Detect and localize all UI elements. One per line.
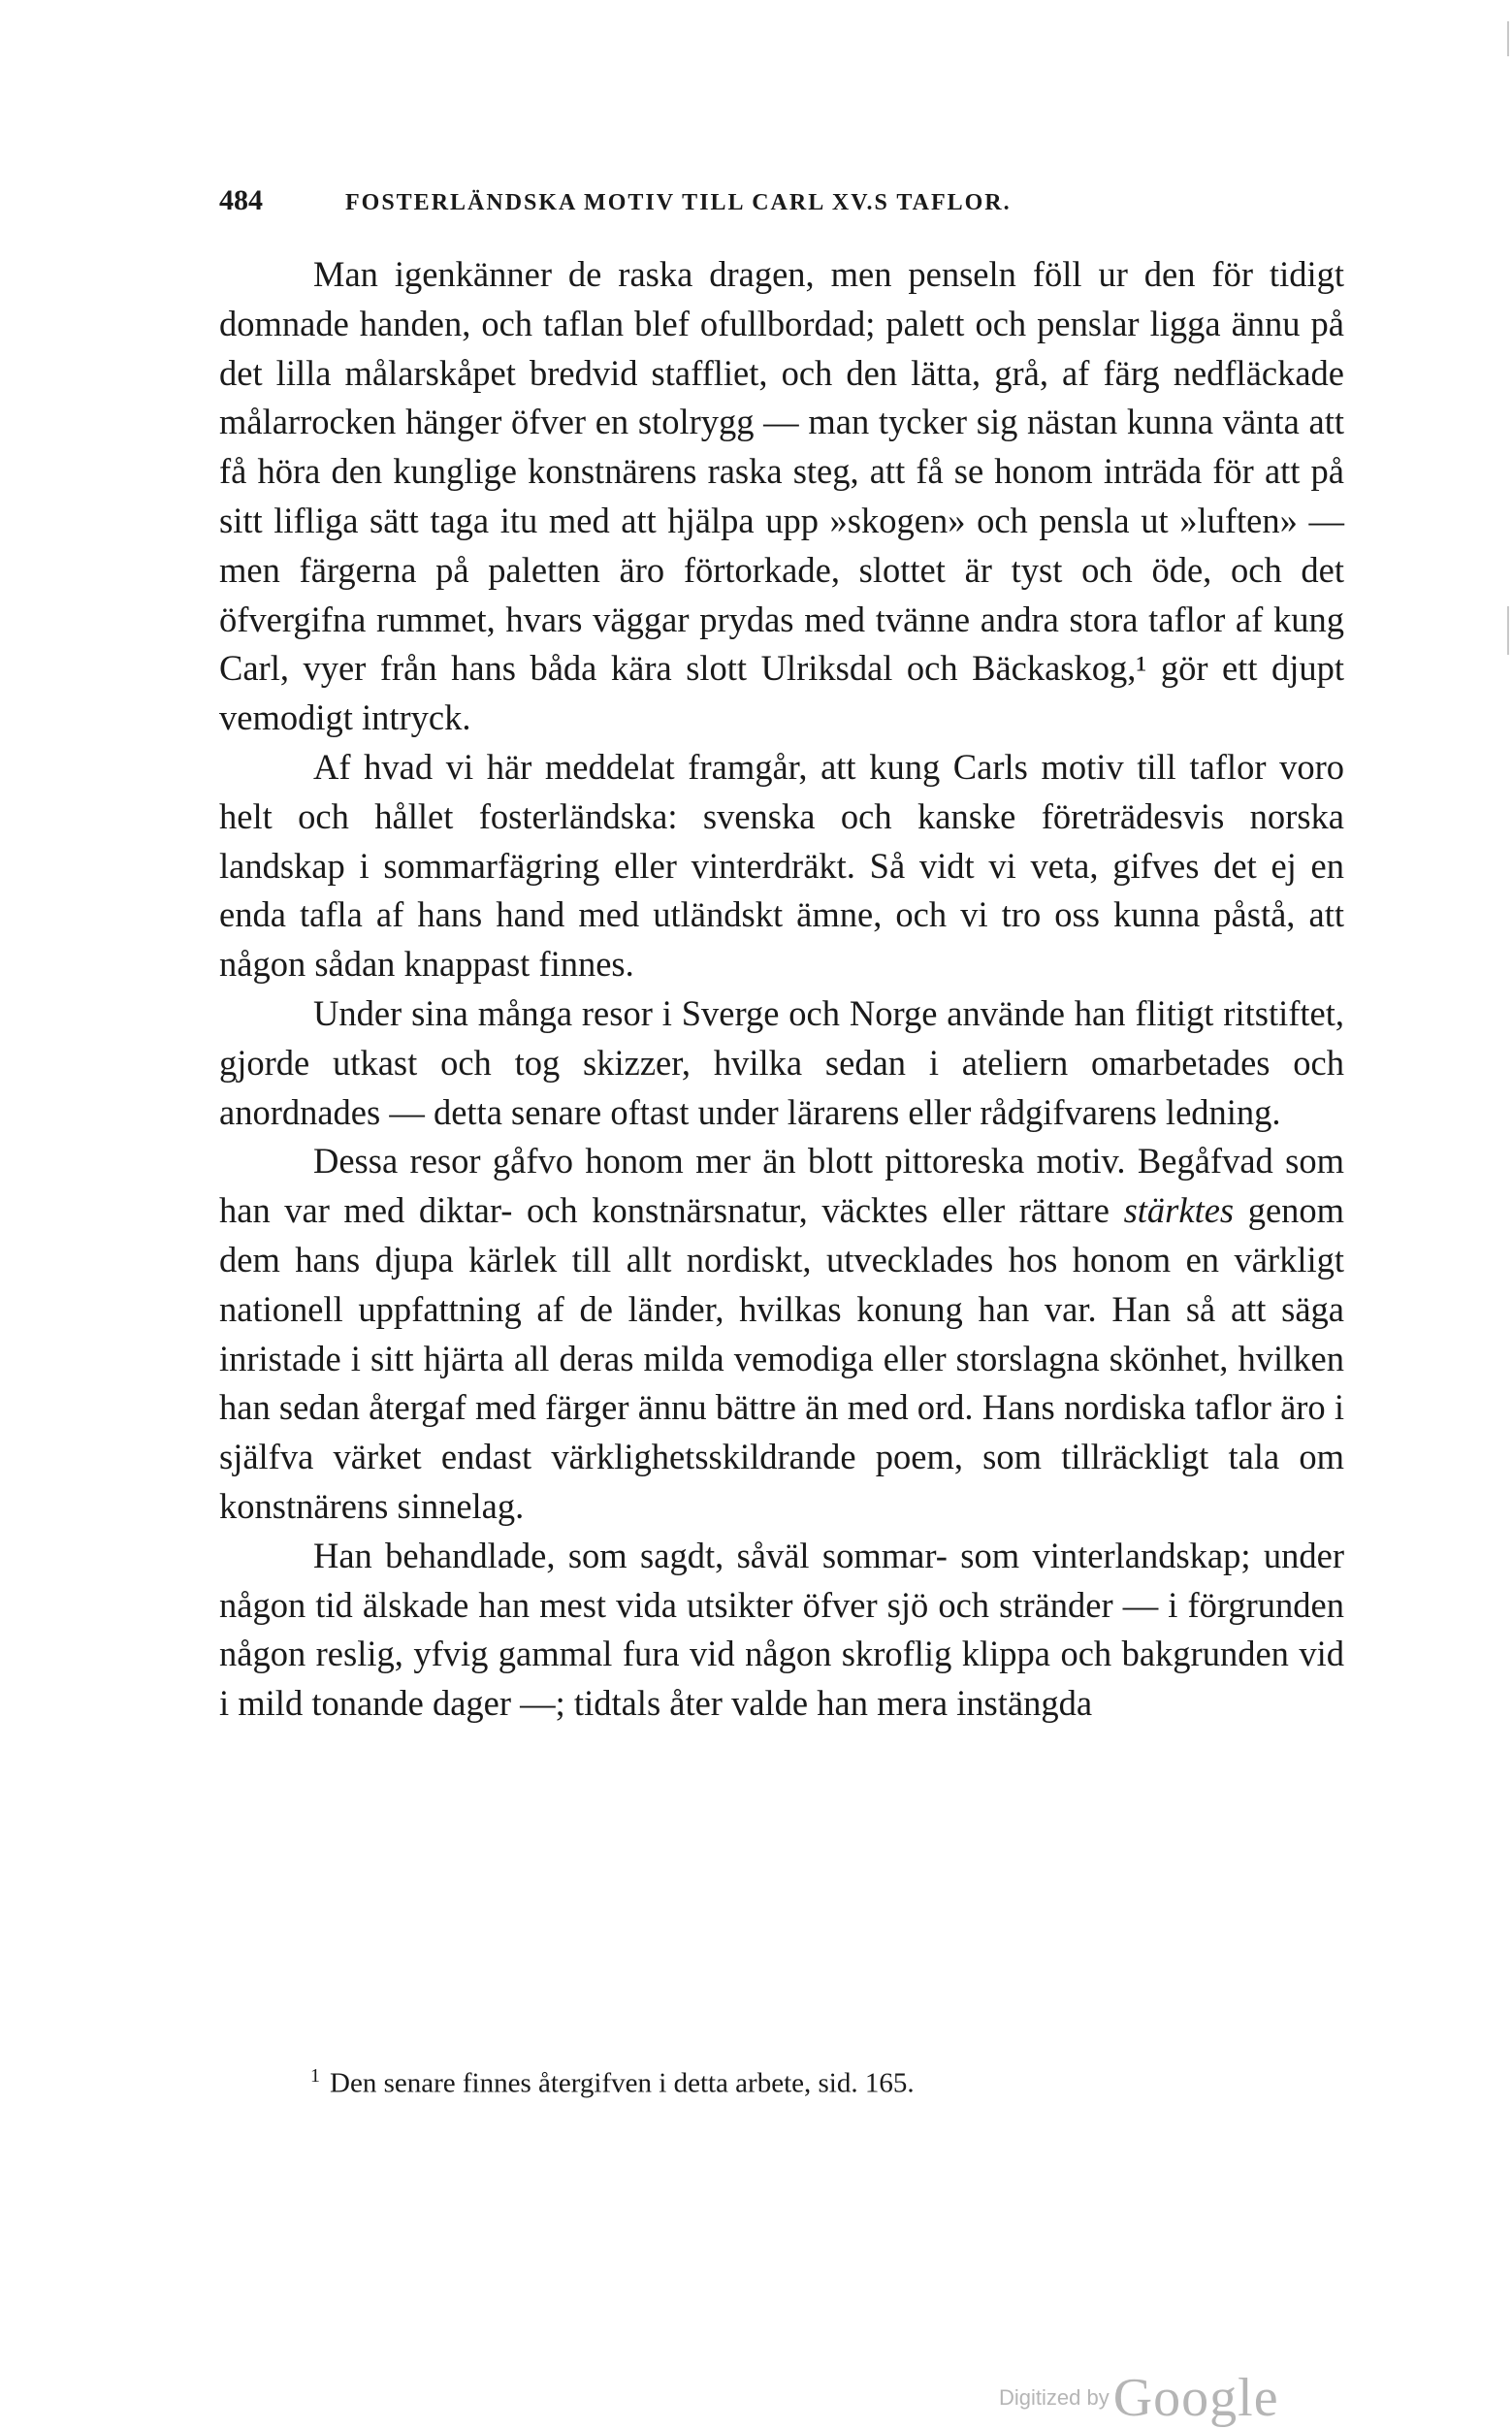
- footnote-marker: 1: [310, 2065, 320, 2087]
- digitized-watermark: [999, 2367, 1279, 2429]
- paragraph-4: [219, 1137, 1344, 1531]
- paragraph-3: Under sina många resor i Sverge och Norge använde han flitigt ritstiftet, gjorde utkast och tog skizzer, hvilka sedan i ateliern omarbetades och anordnades — detta senare oftast under lärarens eller rådgifvarens ledning.: [219, 992, 1344, 1132]
- body-text: [219, 250, 1344, 1729]
- watermark-brand: Google: [1112, 2368, 1279, 2428]
- paragraph-1: Man igenkänner de raska dragen, men penseln föll ur den för tidigt domnade handen, och taflan blef ofullbordad; palett och penslar ligga ännu på det lilla målarskåpet bredvid staffliet, och den lätta, grå, af färg nedfläckade målarrocken hänger öfver en stolrygg — man tycker sig nästan kunna vänta att få höra den kunglige konstnärens raska steg, att få se honom inträda för att på sitt lifliga sätt taga itu med att hjälpa upp »skogen» och pensla ut »luften» — men färgerna på paletten äro förtorkade, slottet är tyst och öde, och det öfvergifna rummet, hvars väggar prydas med tvänne andra stora taflor af kung Carl, vyer från hans båda kära slott Ulriksdal och Bäckaskog,¹ gör ett djupt vemodigt intryck.: [219, 254, 1344, 738]
- footnote: [310, 2057, 1338, 2103]
- page-number: 484: [219, 184, 263, 216]
- paragraph-5: Han behandlade, som sagdt, såväl sommar- som vinterlandskap; under någon tid älskade han mest vida utsikter öfver sjö och stränder — i förgrunden någon reslig, yfvig gammal fura vid någon skroflig klippa och bakgrunden vid i mild tonande dager —; tidtals åter valde han mera instängda: [219, 1535, 1344, 1724]
- running-title: FOSTERLÄNDSKA MOTIV TILL CARL XV.S TAFLOR.: [345, 190, 1012, 215]
- running-header: [219, 184, 1344, 217]
- watermark-prefix: Digitized by: [999, 2385, 1110, 2410]
- footnote-text: Den senare finnes återgifven i detta arbete, sid. 165.: [330, 2067, 915, 2099]
- page-edge-mark-mid: [1507, 606, 1509, 655]
- paragraph-4-rest: genom dem hans djupa kärlek till allt nordiskt, utvecklades hos honom en värkligt nationell uppfattning af de länder, hvilkas konung han var. Han så att säga inristade i sitt hjärta all deras milda vemodiga eller storslagna skönhet, hvilken han sedan återgaf med färger ännu bättre än med ord. Hans nordiska taflor äro i själfva värket endast värklighetsskildrande poem, som tillräckligt tala om konstnärens sinnelag.: [219, 1190, 1345, 1526]
- page-edge-mark-top: [1507, 21, 1509, 56]
- paragraph-4-italic: stärktes: [1123, 1190, 1235, 1231]
- paragraph-4-start: Dessa resor gåfvo honom mer än blott pittoreska motiv. Begåfvad som han var med diktar- och konstnärsnatur, väcktes eller rättare: [219, 1141, 1344, 1231]
- paragraph-2: Af hvad vi här meddelat framgår, att kung Carls motiv till taflor voro helt och hållet fosterländska: svenska och kanske företrädesvis norska landskap i sommarfägring eller vinterdräkt. Så vidt vi veta, gifves det ej en enda tafla af hans hand med utländskt ämne, och vi tro oss kunna påstå, att någon sådan knappast finnes.: [219, 746, 1344, 985]
